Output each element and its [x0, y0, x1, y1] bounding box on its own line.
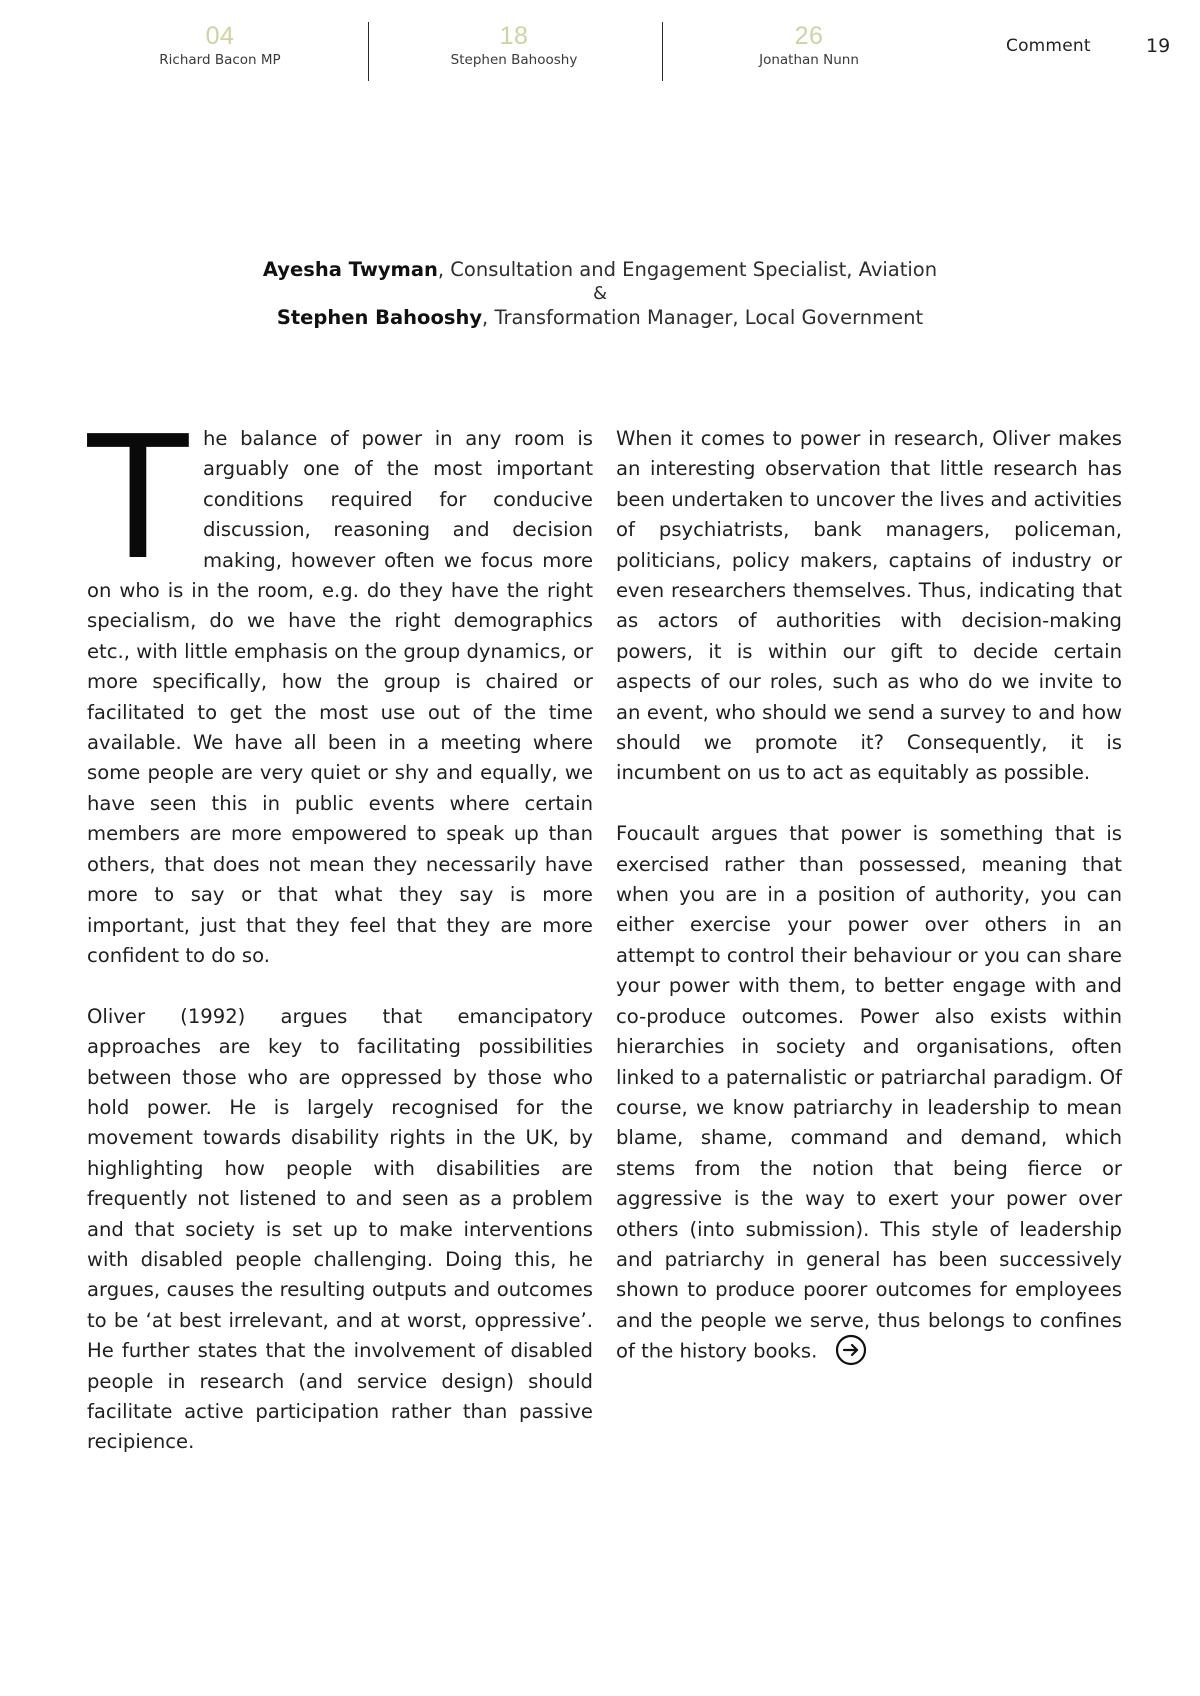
author-role: , Consultation and Engagement Specialist, Aviation: [437, 258, 938, 281]
paragraph-text: Foucault argues that power is something that is exercised rather than possessed, meaning that when you are in a position of authority, you can either exercise your power over others in an attempt to control their behaviour or you can share your power with them, to better engage with and co-produce outcomes. Power also exists within hierarchies in society and organisations, often linked to a paternalistic or patriarchal paradigm. Of course, we know patriarchy in leadership to mean blame, shame, command and demand, which stems from the notion that being fierce or aggressive is the way to exert your power over others (into submission). This style of leadership and patriarchy in general has been successively shown to produce poorer outcomes for employees and the people we serve, thus belongs to confines of the history books.: [616, 822, 1122, 1363]
nav-author-name: Stephen Bahooshy: [450, 52, 578, 68]
nav-item-stephen-bahooshy[interactable]: [414, 22, 614, 69]
byline-ampersand: &: [592, 283, 608, 304]
author-name: Stephen Bahooshy: [276, 306, 483, 329]
nav-page-number: 26: [794, 22, 824, 50]
author-role: , Transformation Manager, Local Government: [482, 306, 924, 329]
article-paragraph: [616, 819, 1122, 1368]
top-navigation: [0, 0, 1200, 90]
nav-item-richard-bacon[interactable]: [120, 22, 320, 69]
arrow-right-circle-icon[interactable]: [835, 1334, 867, 1366]
author-name: Ayesha Twyman: [262, 258, 438, 281]
article-column-left: [83, 395, 593, 1458]
nav-divider: [662, 22, 663, 81]
nav-author-name: Jonathan Nunn: [759, 52, 859, 68]
paragraph-text: he balance of power in any room is arguably one of the most important conditions required for conducive discussion, reasoning and decision making, however often we focus more on who is in the room, e.g. do they have the right specialism, do we have the right demographics etc., with little emphasis on the group dynamics, or more specifically, how the group is chaired or facilitated to get the most use out of the time available. We have all been in a meeting where some people are very quiet or shy and equally, we have seen this in public events where certain members are more empowered to speak up than others, that does not mean they necessarily have more to say or that what they say is more important, just that they feel that they are more confident to do so.: [87, 427, 593, 967]
article-paragraph: Oliver (1992) argues that emancipatory approaches are key to facilitating possibilities between those who are oppressed by those who hold power. He is largely recognised for the movement towards disability rights in the UK, by highlighting how people with disabilities are frequently not listened to and seen as a problem and that society is set up to make interventions with disabled people challenging. Doing this, he argues, causes the resulting outputs and outcomes to be ‘at best irrelevant, and at worst, oppressive’. He further states that the involvement of disabled people in research (and service design) should facilitate active participation rather than passive recipience.: [87, 1004, 593, 1454]
byline-author-2: [200, 306, 1000, 330]
nav-page-number: 18: [499, 22, 529, 50]
page-number: 19: [1146, 35, 1171, 57]
article-column-right: [616, 424, 1122, 1368]
drop-cap: T: [83, 395, 193, 596]
section-label: Comment: [1006, 36, 1091, 56]
nav-author-name: Richard Bacon MP: [159, 52, 281, 68]
nav-divider: [368, 22, 369, 81]
article-paragraph: When it comes to power in research, Oliver makes an interesting observation that little research has been undertaken to uncover the lives and activities of psychiatrists, bank managers, policeman, politicians, policy makers, captains of industry or even researchers themselves. Thus, indicating that as actors of authorities with decision-making powers, it is within our gift to decide certain aspects of our roles, such as who do we invite to an event, who should we send a survey to and how should we promote it? Consequently, it is incumbent on us to act as equitably as possible.: [616, 427, 1122, 785]
article-byline: [200, 258, 1000, 330]
nav-page-number: 04: [205, 22, 235, 50]
nav-item-jonathan-nunn[interactable]: [709, 22, 909, 69]
article-paragraph: [83, 395, 593, 971]
byline-author-1: [200, 258, 1000, 282]
